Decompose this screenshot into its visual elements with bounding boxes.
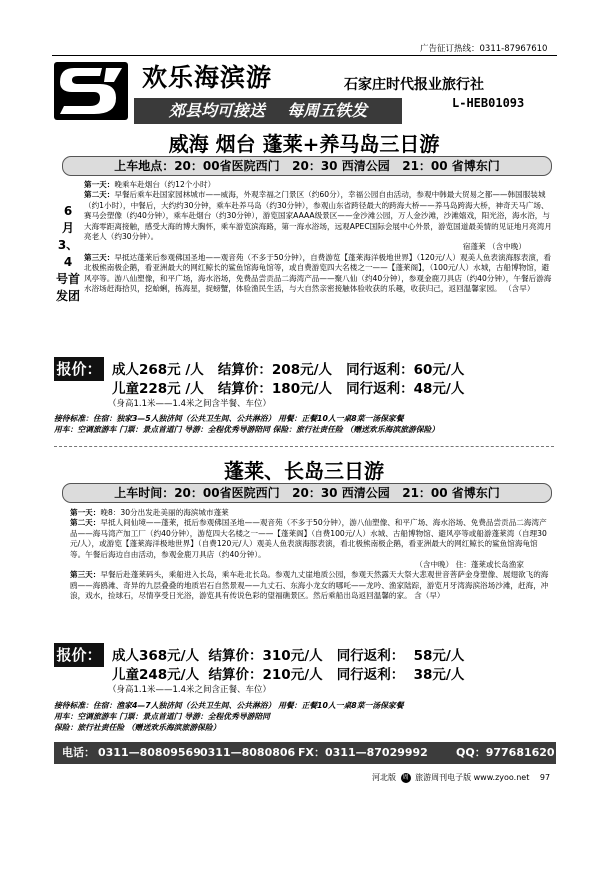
standard-line: 保险：旅行社责任险 （赠送欢乐海滨旅游保险） [54, 723, 221, 732]
edition-label: 河北版 [372, 773, 396, 782]
tour1-price-block [54, 357, 554, 413]
day-text: 早餐后乘车赴国家园林城市——威海，外观幸福之门景区（约60分），幸福公园自由活动，参观中韩最大贸易之都——韩国服装城（约1小时），中餐后，大约约30分钟，乘车赴养马岛（约30分钟），参观山东省跨径最大的跨海大桥——养马岛跨海大桥，神奇天马广场、赛马会塑像（约40分钟），乘车赴烟台（约30分钟），游览国家AAAA级景区——金沙滩公园，万人金沙滩，沙滩嬉戏，阳光浴，海水浴，与大海零距离接触，感受大海的博大胸怀，乘车游览滨海路，第一海水浴场，远观APEC国际会展中心外景，游览国道最美情的见证地月亮湾月亮老人（约30分钟）。 [84, 190, 552, 242]
qq-number: QQ：977681620 [456, 746, 555, 759]
price-note: （身高1.1米——1.4米之间含半餐、车位） [108, 399, 272, 409]
logo-mark-icon [54, 62, 128, 120]
slogan-banner: 郊县均可接送 每周五铁发 [134, 98, 402, 124]
tour2-title: 蓬莱、长岛三日游 [224, 459, 384, 483]
top-rule [52, 55, 557, 56]
itinerary-day [84, 190, 554, 242]
itinerary-note: （含中晚） 住：蓬莱或长岛渔家 [415, 560, 524, 570]
day-text: 晚8：30分出发赴美丽的海滨城市蓬莱 [100, 508, 229, 517]
day-label: 第一天： [84, 180, 115, 189]
standard-line: 接待标准：住宿：独家3—5人独济间（公共卫生间、公共淋浴） 用餐：正餐10人一桌8菜一汤保家餐 [54, 414, 404, 423]
price-adult: 成人368元/人 结算价：310元/人 同行返利： 58元/人 [112, 648, 465, 664]
side-line: 发团 [56, 289, 81, 303]
day-text: 早餐后赴蓬莱码头，乘船进入长岛，乘车赴北长岛。参观九丈崖地质公园，参观天然露天大祭大悲观世音菩萨金身塑像、展翅欲飞的海鸥——海鸥滩、奇异的九层叠叠的地质岩石自然景观——九丈石、东海小龙女的哪吒——龙吟、渔家陆踪，游览月牙湾海滨浴场沙滩，赶海，冲浪，戏水，捡球石，尽情享受日光浴，游览具有传说色彩的望福礁景区。然后乘船出岛返回温馨的家。 含（早） [70, 570, 549, 601]
day-text: 早抵达蓬莱后参观佛国圣地——观音苑（不多于50分钟），自费游览【蓬莱海洋极地世界】（120元/人）观美人鱼表演海豚表演，看北极熊南极企鹅，看亚洲最大的网红鲸长的鲨鱼馆海龟馆等，或自费游览四大名楼之一——【蓬莱阁】，（100元/人）水城，古船博物馆，避风亭等。游八仙塑像，和平广场，海水浴场，免费品尝贡品二海湾产品——聚八仙（约40分钟），参观金鹿刀具店（约40分钟），午餐后游海水浴场赶海拾贝，挖蛤蜊，拣海星，捉螃蟹，体验渔民生活，与大自然亲密接触体验收获的乐趣，收获归己，返回温馨家园。 （含早） [84, 252, 552, 294]
price-adult: 成人268元 /人 结算价：208元/人 同行返利：60元/人 [112, 362, 465, 378]
price-label: 报价： [54, 357, 104, 381]
day-label: 第一天： [70, 508, 101, 517]
standard-line: 用车：空调旅游车 门票：景点首道门 导游：全程优秀导游陪同 [54, 712, 270, 721]
side-line: 3、4 [57, 238, 79, 269]
license-number: L-HEB01093 [452, 96, 525, 110]
tour2-itinerary [70, 508, 552, 602]
side-line: 号首 [56, 272, 81, 286]
day-label: 第三天： [84, 252, 115, 262]
fax-number: FX：0311—87029992 [298, 746, 428, 759]
tour2-price-block [54, 643, 554, 699]
itinerary-day [70, 518, 552, 560]
brand-name: 欢乐海滨游 [142, 63, 273, 92]
tel-1: 0311—80809569 [98, 746, 201, 759]
itinerary-note: 宿蓬莱 （含中晚） [462, 242, 526, 252]
tel-2: 0311—8080806 [200, 746, 296, 759]
tour1-itinerary [84, 180, 554, 294]
tour1-departure: 上车地点：20：00省医院西门 20：30 西清公园 21：00 省博东门 [62, 156, 552, 176]
publication-name: 旅游周刊电子版 [415, 773, 472, 782]
day-text: 晚乘车赴烟台（约12个小时） [114, 180, 216, 189]
standard-line: 用车：空调旅游车 门票：景点首道门 导游：全程优秀导游陪同 保险：旅行社责任险 （赠送欢乐海滨旅游保险） [54, 425, 440, 434]
side-line: 月 [61, 221, 74, 235]
day-label: 第二天： [84, 190, 115, 200]
itinerary-day [70, 570, 552, 601]
price-note: （身高1.1米——1.4米之间含正餐、车位） [108, 685, 272, 695]
price-child: 儿童248元/人 结算价：210元/人 同行返利： 38元/人 [112, 667, 465, 683]
badge-icon: 周 [402, 773, 409, 781]
day-label: 第二天： [70, 518, 101, 528]
page-number: 97 [539, 773, 551, 782]
website-url: www.zyoo.net [473, 773, 530, 782]
day-text: 早抵人间仙境——蓬莱，抵后参观佛国圣地——观音苑（不多于50分钟），游八仙塑像、和平广场、海水浴场、免费品尝贡品二海湾产品——海马湾产加工厂（约40分钟），游览四大名楼之一——【蓬莱阁】（自费100元/人）水城、古船博物馆、避风亭等或船游蓬莱湾（自理30元/人），或游览【蓬莱海洋极地世界】（自费120元/人）观美人鱼表演海豚表演，看北极熊南极企鹅，看亚洲最大的网红鲸长的鲨鱼馆海龟馆等。午餐后海边自由活动，参观金鹿刀具店（约40分钟）。 [70, 518, 547, 559]
itinerary-day [70, 508, 552, 518]
tour2-departure: 上车时间：20：00省医院西门 20：30 西清公园 21：00 省博东门 [62, 483, 552, 503]
day-label: 第三天： [70, 570, 101, 580]
contact-bar [54, 742, 556, 764]
itinerary-day [84, 253, 554, 295]
tour1-title: 威海 烟台 蓬莱+养马岛三日游 [168, 132, 440, 156]
standard-line: 接待标准：住宿：渔家4—7人独济间（公共卫生间、公共淋浴） 用餐：正餐10人一桌8菜一汤保家餐 [54, 701, 404, 710]
tour1-standard [54, 413, 554, 435]
agency-name: 石家庄时代报业旅行社 [344, 77, 484, 93]
tel-label: 电话： [62, 746, 95, 759]
ad-hotline: 广告征订热线：0311-87967610 [420, 44, 548, 54]
tour2-standard [54, 700, 554, 733]
page-footer [372, 772, 550, 783]
agency-logo [54, 62, 128, 120]
itinerary-day [84, 180, 554, 190]
price-child: 儿童228元 /人 结算价：180元/人 同行返利：48元/人 [112, 381, 465, 397]
price-label: 报价： [54, 643, 104, 667]
tour1-start-date [56, 203, 80, 305]
side-line: 6 [63, 204, 73, 218]
section-divider [54, 446, 554, 447]
